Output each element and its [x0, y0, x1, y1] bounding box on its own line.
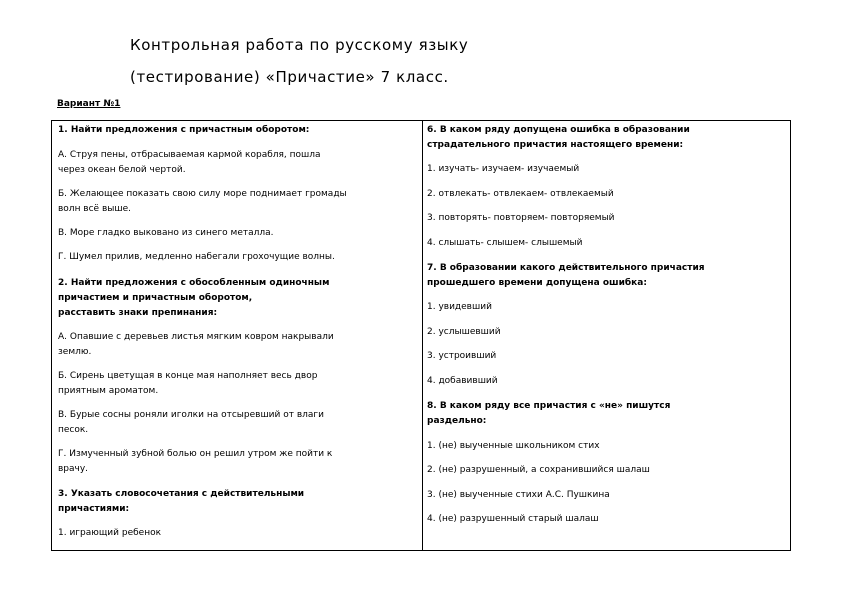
question-6-option-4: 4. слышать- слышем- слышемый: [427, 238, 583, 248]
question-2-option-b: Б. Сирень цветущая в конце мая наполняет весь двор приятным ароматом.: [58, 371, 318, 396]
page-subtitle: (тестирование) «Причастие» 7 класс.: [130, 68, 449, 86]
question-1-option-a: А. Струя пены, отбрасываемая кармой корабля, пошла через океан белой чертой.: [58, 150, 321, 175]
question-2: 2. Найти предложения с обособленным одиночным причастием и причастным оборотом, расставить знаки препинания:: [58, 278, 330, 318]
question-2-option-a: А. Опавшие с деревьев листья мягким ковром накрывали землю.: [58, 332, 334, 357]
variant-label: Вариант №1: [57, 99, 121, 109]
question-7-option-2: 2. услышевший: [427, 327, 501, 337]
question-8-option-3: 3. (не) выученные стихи А.С. Пушкина: [427, 490, 610, 500]
question-1-option-c: В. Море гладко выковано из синего металла.: [58, 228, 274, 238]
question-8-option-2: 2. (не) разрушенный, а сохранившийся шалаш: [427, 465, 650, 475]
question-7-option-4: 4. добавивший: [427, 376, 498, 386]
page-title: Контрольная работа по русскому языку: [130, 36, 469, 54]
question-8: 8. В каком ряду все причастия с «не» пишутся раздельно:: [427, 401, 671, 426]
question-6-option-1: 1. изучать- изучаем- изучаемый: [427, 164, 580, 174]
question-8-option-1: 1. (не) выученные школьником стих: [427, 441, 600, 451]
question-7: 7. В образовании какого действительного причастия прошедшего времени допущена ошибка:: [427, 263, 705, 288]
question-6: 6. В каком ряду допущена ошибка в образовании страдательного причастия настоящего времени:: [427, 125, 690, 150]
question-7-option-3: 3. устроивший: [427, 351, 497, 361]
question-6-option-3: 3. повторять- повторяем- повторяемый: [427, 213, 615, 223]
column-divider: [422, 121, 423, 550]
question-7-option-1: 1. увидевший: [427, 302, 492, 312]
question-1-option-d: Г. Шумел прилив, медленно набегали грохочущие волны.: [58, 252, 335, 262]
question-3: 3. Указать словосочетания с действительными причастиями:: [58, 489, 305, 514]
question-2-option-d: Г. Измученный зубной болью он решил утром же пойти к врачу.: [58, 449, 333, 474]
question-2-option-c: В. Бурые сосны роняли иголки на отсыревший от влаги песок.: [58, 410, 325, 435]
question-1-option-b: Б. Желающее показать свою силу море поднимает громады волн всё выше.: [58, 189, 347, 214]
question-8-option-4: 4. (не) разрушенный старый шалаш: [427, 514, 599, 524]
test-table: [51, 120, 791, 551]
question-6-option-2: 2. отвлекать- отвлекаем- отвлекаемый: [427, 189, 614, 199]
question-1: 1. Найти предложения с причастным оборотом:: [58, 125, 310, 135]
question-3-option-1: 1. играющий ребенок: [58, 528, 162, 538]
